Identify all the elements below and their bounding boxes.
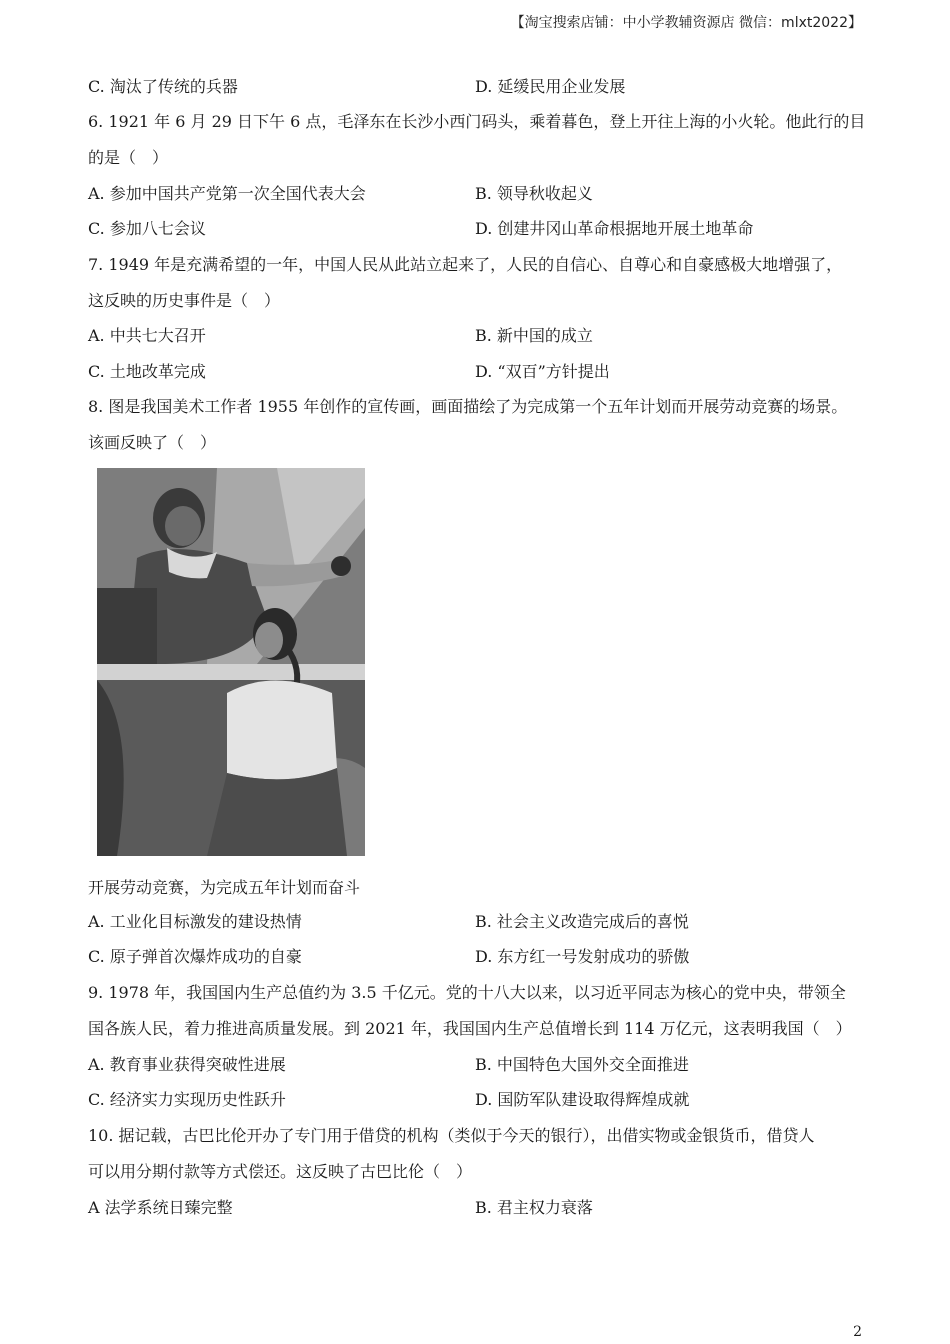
q6-options-row-ab <box>88 184 868 204</box>
q7-stem-line1: 7. 1949 年是充满希望的一年，中国人民从此站立起来了，人民的自信心、自尊心和自豪感极大地增强了， <box>88 255 843 274</box>
q7-stem-line2: 这反映的历史事件是（ ） <box>88 291 281 310</box>
q7-option-a[interactable]: A. 中共七大召开 <box>88 326 206 345</box>
q10-stem-line2: 可以用分期付款等方式偿还。这反映了古巴比伦（ ） <box>88 1162 473 1181</box>
q9-stem-line1: 9. 1978 年，我国国内生产总值约为 3.5 千亿元。党的十八大以来，以习近平同志为核心的党中央，带领全 <box>88 983 846 1002</box>
woman-shirt <box>227 681 337 780</box>
page-number: 2 <box>853 1324 862 1340</box>
q8-stem-line2: 该画反映了（ ） <box>88 433 217 452</box>
q9-option-b[interactable]: B. 中国特色大国外交全面推进 <box>475 1055 689 1074</box>
q7-options-row-cd <box>88 362 868 382</box>
q7-option-d[interactable]: D. “双百”方针提出 <box>475 362 610 381</box>
q8-stem-line1: 8. 图是我国美术工作者 1955 年创作的宣传画，画面描绘了为完成第一个五年计划而开展劳动竞赛的场景。 <box>88 397 848 416</box>
q9-options-row-cd <box>88 1090 868 1110</box>
q6-options-row-cd <box>88 219 868 239</box>
q8-option-d[interactable]: D. 东方红一号发射成功的骄傲 <box>475 947 690 966</box>
worker-hand <box>331 556 351 576</box>
q5-option-c[interactable]: C. 淘汰了传统的兵器 <box>88 77 238 96</box>
q5-option-d[interactable]: D. 延缓民用企业发展 <box>475 77 626 96</box>
poster-divider <box>97 664 365 680</box>
q6-stem-line2: 的是（ ） <box>88 148 169 167</box>
woman-face <box>255 622 283 658</box>
q7-option-c[interactable]: C. 土地改革完成 <box>88 362 206 381</box>
poster-shadow-left <box>97 588 157 664</box>
q10-option-b[interactable]: B. 君主权力衰落 <box>475 1198 593 1217</box>
q9-stem-line2: 国各族人民，着力推进高质量发展。到 2021 年，我国国内生产总值增长到 114 万亿元，这表明我国（ ） <box>88 1019 852 1038</box>
poster-illustration <box>97 468 365 856</box>
q9-option-c[interactable]: C. 经济实力实现历史性跃升 <box>88 1090 286 1109</box>
q8-option-b[interactable]: B. 社会主义改造完成后的喜悦 <box>475 912 689 931</box>
q6-option-b[interactable]: B. 领导秋收起义 <box>475 184 593 203</box>
q9-option-d[interactable]: D. 国防军队建设取得辉煌成就 <box>475 1090 690 1109</box>
q6-option-c[interactable]: C. 参加八七会议 <box>88 219 206 238</box>
page-header: 【淘宝搜索店铺：中小学教辅资源店 微信：mlxt2022】 <box>510 15 862 31</box>
propaganda-poster-image <box>97 468 365 856</box>
q10-options-row-ab <box>88 1198 868 1218</box>
q7-options-row-ab <box>88 326 868 346</box>
q6-stem-line1: 6. 1921 年 6 月 29 日下午 6 点，毛泽东在长沙小西门码头，乘着暮色，登上开往上海的小火轮。他此行的目 <box>88 112 866 131</box>
q10-option-a[interactable]: A 法学系统日臻完整 <box>88 1198 233 1217</box>
q6-option-d[interactable]: D. 创建井冈山革命根据地开展土地革命 <box>475 219 754 238</box>
q7-option-b[interactable]: B. 新中国的成立 <box>475 326 593 345</box>
q8-options-row-cd <box>88 947 868 967</box>
q5-options-row-cd <box>88 77 868 97</box>
q8-figure-caption: 开展劳动竞赛，为完成五年计划而奋斗 <box>88 878 361 897</box>
q9-option-a[interactable]: A. 教育事业获得突破性进展 <box>88 1055 286 1074</box>
q8-option-a[interactable]: A. 工业化目标激发的建设热情 <box>88 912 302 931</box>
q8-options-row-ab <box>88 912 868 932</box>
q8-option-c[interactable]: C. 原子弹首次爆炸成功的自豪 <box>88 947 302 966</box>
woman-lower <box>207 768 347 856</box>
q10-stem-line1: 10. 据记载，古巴比伦开办了专门用于借贷的机构（类似于今天的银行），出借实物或金银货币，借贷人 <box>88 1126 815 1145</box>
q6-option-a[interactable]: A. 参加中国共产党第一次全国代表大会 <box>88 184 366 203</box>
q9-options-row-ab <box>88 1055 868 1075</box>
worker-face <box>165 506 201 546</box>
